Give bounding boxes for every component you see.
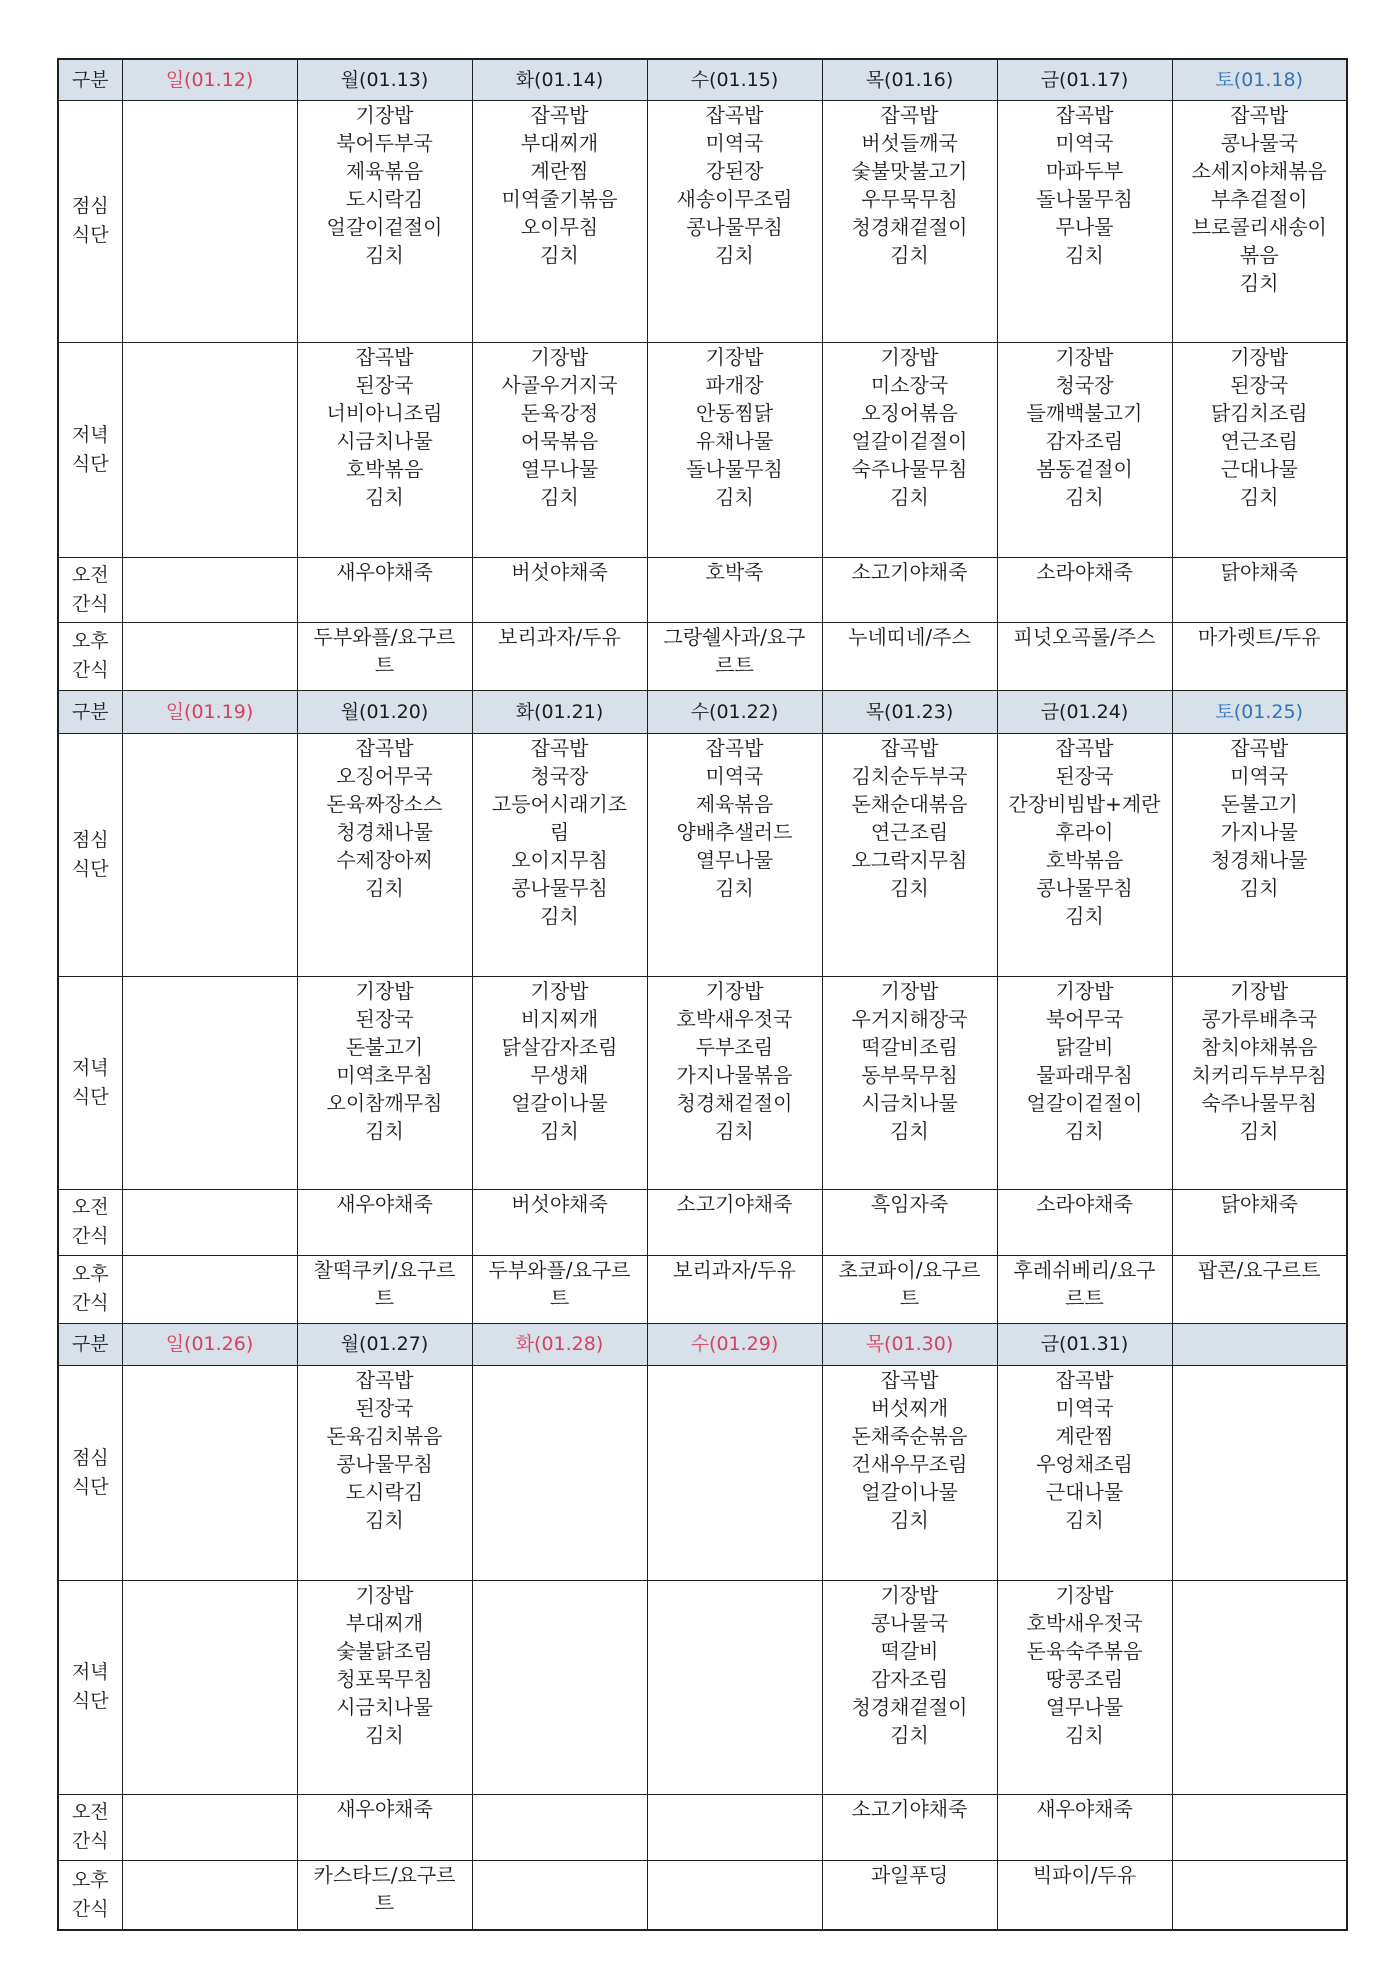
week2-morning-snack-wed: 소고기야채죽	[647, 1189, 822, 1255]
week3-lunch-sun	[122, 1365, 297, 1580]
week1-afternoon-snack-tue: 보리과자/두유	[472, 622, 647, 690]
week2-afternoon-snack-thu: 초코파이/요구르 트	[822, 1255, 997, 1323]
week3-dinner-fri: 기장밥 호박새우젓국 돈육숙주볶음 땅콩조림 열무나물 김치	[997, 1580, 1172, 1794]
afternoon-snack-row-label: 오후 간식	[58, 1860, 122, 1930]
week3-dinner-sun	[122, 1580, 297, 1794]
week1-day-sun: 일(01.12)	[122, 59, 297, 100]
morning-snack-row-label: 오전 간식	[58, 557, 122, 622]
division-label: 구분	[58, 59, 122, 100]
week3-day-sun: 일(01.26)	[122, 1323, 297, 1365]
week2-afternoon-snack-mon: 찰떡쿠키/요구르 트	[297, 1255, 472, 1323]
morning-snack-row-label: 오전 간식	[58, 1794, 122, 1860]
week3-dinner-sat	[1172, 1580, 1347, 1794]
week1-lunch-tue: 잡곡밥 부대찌개 계란찜 미역줄기볶음 오이무침 김치	[472, 100, 647, 342]
lunch-row-label: 점심 식단	[58, 1365, 122, 1580]
week3-morning-snack-row	[58, 1794, 1347, 1860]
week1-morning-snack-tue: 버섯야채죽	[472, 557, 647, 622]
week2-dinner-sat: 기장밥 콩가루배추국 참치야채볶음 치커리두부무침 숙주나물무침 김치	[1172, 976, 1347, 1189]
week1-dinner-wed: 기장밥 파개장 안동찜닭 유채나물 돌나물무침 김치	[647, 342, 822, 557]
week2-day-wed: 수(01.22)	[647, 690, 822, 733]
week3-morning-snack-sat	[1172, 1794, 1347, 1860]
week1-morning-snack-wed: 호박죽	[647, 557, 822, 622]
week2-morning-snack-sat: 닭야채죽	[1172, 1189, 1347, 1255]
week1-afternoon-snack-thu: 누네띠네/주스	[822, 622, 997, 690]
lunch-row-label: 점심 식단	[58, 733, 122, 976]
week2-morning-snack-fri: 소라야채죽	[997, 1189, 1172, 1255]
week1-lunch-mon: 기장밥 북어두부국 제육볶음 도시락김 얼갈이겉절이 김치	[297, 100, 472, 342]
lunch-row-label: 점심 식단	[58, 100, 122, 342]
week3-afternoon-snack-row	[58, 1860, 1347, 1930]
week3-afternoon-snack-mon: 카스타드/요구르 트	[297, 1860, 472, 1930]
week3-morning-snack-fri: 새우야채죽	[997, 1794, 1172, 1860]
week3-morning-snack-mon: 새우야채죽	[297, 1794, 472, 1860]
week2-afternoon-snack-sat: 팝콘/요구르트	[1172, 1255, 1347, 1323]
week3-lunch-row	[58, 1365, 1347, 1580]
week3-day-sat	[1172, 1323, 1347, 1365]
week1-dinner-sat: 기장밥 된장국 닭김치조림 연근조림 근대나물 김치	[1172, 342, 1347, 557]
week2-afternoon-snack-tue: 두부와플/요구르 트	[472, 1255, 647, 1323]
week3-dinner-row	[58, 1580, 1347, 1794]
week2-day-fri: 금(01.24)	[997, 690, 1172, 733]
meal-plan-table	[57, 58, 1348, 1931]
week3-block	[58, 1323, 1347, 1930]
week2-morning-snack-thu: 흑임자죽	[822, 1189, 997, 1255]
afternoon-snack-row-label: 오후 간식	[58, 1255, 122, 1323]
week1-afternoon-snack-fri: 피넛오곡롤/주스	[997, 622, 1172, 690]
week1-afternoon-snack-wed: 그랑쉘사과/요구 르트	[647, 622, 822, 690]
week1-dinner-tue: 기장밥 사골우거지국 돈육강정 어묵볶음 열무나물 김치	[472, 342, 647, 557]
week2-day-mon: 월(01.20)	[297, 690, 472, 733]
week1-morning-snack-fri: 소라야채죽	[997, 557, 1172, 622]
week1-day-sat: 토(01.18)	[1172, 59, 1347, 100]
week1-lunch-fri: 잡곡밥 미역국 마파두부 돌나물무침 무나물 김치	[997, 100, 1172, 342]
week3-afternoon-snack-tue	[472, 1860, 647, 1930]
afternoon-snack-row-label: 오후 간식	[58, 622, 122, 690]
week3-day-mon: 월(01.27)	[297, 1323, 472, 1365]
week1-dinner-row	[58, 342, 1347, 557]
week1-morning-snack-sun	[122, 557, 297, 622]
week1-day-mon: 월(01.13)	[297, 59, 472, 100]
week3-lunch-tue	[472, 1365, 647, 1580]
week1-dinner-sun	[122, 342, 297, 557]
week1-dinner-mon: 잡곡밥 된장국 너비아니조림 시금치나물 호박볶음 김치	[297, 342, 472, 557]
week1-afternoon-snack-sun	[122, 622, 297, 690]
week1-lunch-wed: 잡곡밥 미역국 강된장 새송이무조림 콩나물무침 김치	[647, 100, 822, 342]
week2-morning-snack-sun	[122, 1189, 297, 1255]
week2-morning-snack-row	[58, 1189, 1347, 1255]
week1-lunch-sun	[122, 100, 297, 342]
week2-lunch-sat: 잡곡밥 미역국 돈불고기 가지나물 청경채나물 김치	[1172, 733, 1347, 976]
week2-lunch-mon: 잡곡밥 오징어무국 돈육짜장소스 청경채나물 수제장아찌 김치	[297, 733, 472, 976]
week3-header-row	[58, 1323, 1347, 1365]
week3-morning-snack-tue	[472, 1794, 647, 1860]
week2-lunch-fri: 잡곡밥 된장국 간장비빔밥+계란 후라이 호박볶음 콩나물무침 김치	[997, 733, 1172, 976]
dinner-row-label: 저녁 식단	[58, 976, 122, 1189]
division-label: 구분	[58, 1323, 122, 1365]
week3-day-thu: 목(01.30)	[822, 1323, 997, 1365]
dinner-row-label: 저녁 식단	[58, 1580, 122, 1794]
week2-header-row	[58, 690, 1347, 733]
week1-day-thu: 목(01.16)	[822, 59, 997, 100]
week2-dinner-mon: 기장밥 된장국 돈불고기 미역초무침 오이참깨무침 김치	[297, 976, 472, 1189]
week3-dinner-tue	[472, 1580, 647, 1794]
week3-day-fri: 금(01.31)	[997, 1323, 1172, 1365]
week2-lunch-thu: 잡곡밥 김치순두부국 돈채순대볶음 연근조림 오그락지무침 김치	[822, 733, 997, 976]
morning-snack-row-label: 오전 간식	[58, 1189, 122, 1255]
week1-lunch-row	[58, 100, 1347, 342]
week1-header-row	[58, 59, 1347, 100]
week3-lunch-mon: 잡곡밥 된장국 돈육김치볶음 콩나물무침 도시락김 김치	[297, 1365, 472, 1580]
week2-dinner-row	[58, 976, 1347, 1189]
week2-lunch-row	[58, 733, 1347, 976]
week3-dinner-thu: 기장밥 콩나물국 떡갈비 감자조림 청경채겉절이 김치	[822, 1580, 997, 1794]
week3-lunch-wed	[647, 1365, 822, 1580]
week1-block	[58, 59, 1347, 690]
week1-morning-snack-mon: 새우야채죽	[297, 557, 472, 622]
week2-afternoon-snack-sun	[122, 1255, 297, 1323]
week1-day-wed: 수(01.15)	[647, 59, 822, 100]
division-label: 구분	[58, 690, 122, 733]
week2-day-thu: 목(01.23)	[822, 690, 997, 733]
week1-afternoon-snack-row	[58, 622, 1347, 690]
week1-morning-snack-row	[58, 557, 1347, 622]
week2-dinner-wed: 기장밥 호박새우젓국 두부조림 가지나물볶음 청경채겉절이 김치	[647, 976, 822, 1189]
week3-afternoon-snack-fri: 빅파이/두유	[997, 1860, 1172, 1930]
week2-morning-snack-mon: 새우야채죽	[297, 1189, 472, 1255]
week2-block	[58, 690, 1347, 1323]
week3-dinner-mon: 기장밥 부대찌개 숯불닭조림 청포묵무침 시금치나물 김치	[297, 1580, 472, 1794]
week2-afternoon-snack-fri: 후레쉬베리/요구 르트	[997, 1255, 1172, 1323]
dinner-row-label: 저녁 식단	[58, 342, 122, 557]
week3-afternoon-snack-sat	[1172, 1860, 1347, 1930]
week3-lunch-fri: 잡곡밥 미역국 계란찜 우엉채조림 근대나물 김치	[997, 1365, 1172, 1580]
week3-lunch-sat	[1172, 1365, 1347, 1580]
week1-morning-snack-thu: 소고기야채죽	[822, 557, 997, 622]
week1-afternoon-snack-sat: 마가렛트/두유	[1172, 622, 1347, 690]
week2-lunch-wed: 잡곡밥 미역국 제육볶음 양배추샐러드 열무나물 김치	[647, 733, 822, 976]
week2-afternoon-snack-row	[58, 1255, 1347, 1323]
week2-dinner-thu: 기장밥 우거지해장국 떡갈비조림 동부묵무침 시금치나물 김치	[822, 976, 997, 1189]
week3-day-wed: 수(01.29)	[647, 1323, 822, 1365]
week1-lunch-thu: 잡곡밥 버섯들깨국 숯불맛불고기 우무묵무침 청경채겉절이 김치	[822, 100, 997, 342]
week3-afternoon-snack-sun	[122, 1860, 297, 1930]
week1-afternoon-snack-mon: 두부와플/요구르 트	[297, 622, 472, 690]
week3-afternoon-snack-wed	[647, 1860, 822, 1930]
week2-dinner-fri: 기장밥 북어무국 닭갈비 물파래무침 얼갈이겉절이 김치	[997, 976, 1172, 1189]
week3-afternoon-snack-thu: 과일푸딩	[822, 1860, 997, 1930]
week3-lunch-thu: 잡곡밥 버섯찌개 돈채죽순볶음 건새우무조림 얼갈이나물 김치	[822, 1365, 997, 1580]
week2-afternoon-snack-wed: 보리과자/두유	[647, 1255, 822, 1323]
week1-lunch-sat: 잡곡밥 콩나물국 소세지야채볶음 부추겉절이 브로콜리새송이 볶음 김치	[1172, 100, 1347, 342]
week2-dinner-sun	[122, 976, 297, 1189]
week2-dinner-tue: 기장밥 비지찌개 닭살감자조림 무생채 얼갈이나물 김치	[472, 976, 647, 1189]
week3-dinner-wed	[647, 1580, 822, 1794]
week1-morning-snack-sat: 닭야채죽	[1172, 557, 1347, 622]
week2-day-tue: 화(01.21)	[472, 690, 647, 733]
week3-day-tue: 화(01.28)	[472, 1323, 647, 1365]
week2-day-sun: 일(01.19)	[122, 690, 297, 733]
week2-lunch-tue: 잡곡밥 청국장 고등어시래기조 림 오이지무침 콩나물무침 김치	[472, 733, 647, 976]
week1-dinner-thu: 기장밥 미소장국 오징어볶음 얼갈이겉절이 숙주나물무침 김치	[822, 342, 997, 557]
week1-day-fri: 금(01.17)	[997, 59, 1172, 100]
week3-morning-snack-thu: 소고기야채죽	[822, 1794, 997, 1860]
week2-day-sat: 토(01.25)	[1172, 690, 1347, 733]
week3-morning-snack-wed	[647, 1794, 822, 1860]
week3-morning-snack-sun	[122, 1794, 297, 1860]
week1-dinner-fri: 기장밥 청국장 들깨백불고기 감자조림 봄동겉절이 김치	[997, 342, 1172, 557]
week2-morning-snack-tue: 버섯야채죽	[472, 1189, 647, 1255]
week2-lunch-sun	[122, 733, 297, 976]
week1-day-tue: 화(01.14)	[472, 59, 647, 100]
